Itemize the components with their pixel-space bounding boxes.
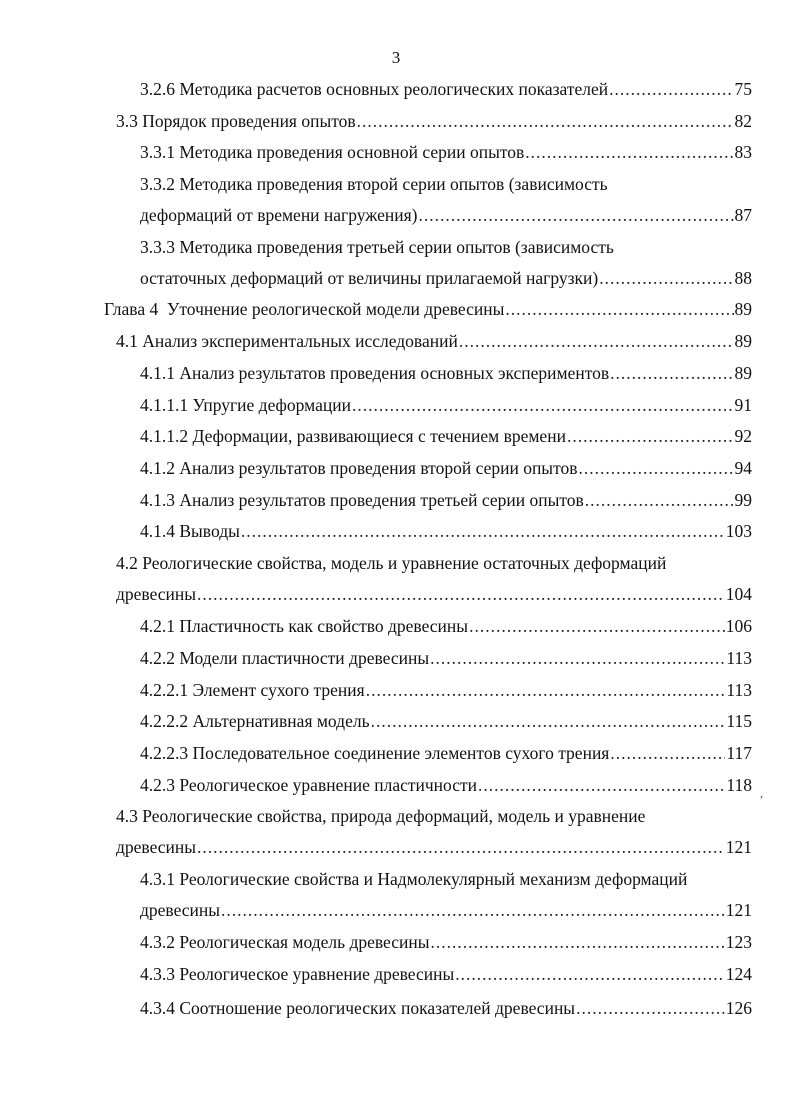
dot-leader — [431, 927, 725, 958]
toc-page-number: 121 — [725, 900, 752, 920]
toc-page-number: 82 — [734, 111, 752, 131]
toc-page-number: 123 — [725, 932, 752, 952]
toc-entry-title: 4.1.1.2 Деформации, развивающиеся с течением времени — [140, 426, 566, 446]
toc-entry-title-line2: древесины — [116, 837, 197, 857]
toc-entry-3-3-2[interactable] — [140, 169, 752, 231]
toc-page-number: 118 — [726, 775, 752, 795]
toc-entry-title: 4.2.2.3 Последовательное соединение элементов сухого трения — [140, 743, 610, 763]
toc-entry-chapter-4[interactable] — [104, 294, 752, 325]
toc-page-number: 113 — [726, 648, 752, 668]
dot-leader — [505, 294, 733, 325]
toc-entry-title-line2: древесины — [140, 900, 221, 920]
toc-entry-4-1-1-2[interactable] — [140, 421, 752, 452]
dot-leader — [197, 832, 725, 863]
dot-leader — [585, 485, 734, 516]
dot-leader — [576, 993, 725, 1024]
toc-entry-4-1-1-1[interactable] — [140, 390, 752, 421]
toc-page-number: 124 — [725, 964, 752, 984]
toc-entry-4-2-2[interactable] — [140, 643, 752, 674]
toc-page-number: 91 — [734, 395, 752, 415]
toc-entry-title-line2: древесины — [116, 584, 197, 604]
toc-entry-3-3-1[interactable] — [140, 137, 752, 168]
toc-page-number: 92 — [734, 426, 752, 446]
toc-entry-4-2-2-3[interactable] — [140, 738, 752, 769]
toc-entry-title: 4.2.2.2 Альтернативная модель — [140, 711, 370, 731]
dot-leader — [525, 137, 733, 168]
toc-entry-title: 4.1 Анализ экспериментальных исследований — [116, 331, 458, 351]
toc-entry-title-line1: 4.2 Реологические свойства, модель и уравнение остаточных деформаций — [116, 553, 667, 573]
toc-entry-title: 4.1.1.1 Упругие деформации — [140, 395, 351, 415]
toc-entry-title: 4.3.3 Реологическое уравнение древесины — [140, 964, 455, 984]
dot-leader — [469, 611, 725, 642]
toc-entry-title-line2: деформаций от времени нагружения) — [140, 205, 418, 225]
toc-page-number: 126 — [725, 998, 752, 1018]
toc-entry-title-line1: 3.3.2 Методика проведения второй серии опытов (зависимость — [140, 174, 608, 194]
toc-entry-4-2-2-1[interactable] — [140, 675, 752, 706]
dot-leader — [599, 263, 733, 294]
toc-entry-4-3-3[interactable] — [140, 959, 752, 990]
toc-entry-title: 3.3 Порядок проведения опытов — [116, 111, 356, 131]
toc-page-number: 75 — [734, 79, 752, 99]
toc-entry-4-1-1[interactable] — [140, 358, 752, 389]
toc-page-number: 89 — [734, 363, 752, 383]
toc-entry-title: 4.1.4 Выводы — [140, 521, 240, 541]
toc-entry-4-3-1[interactable] — [140, 864, 752, 926]
toc-page-number: 121 — [725, 837, 752, 857]
toc-entry-title: Глава 4 Уточнение реологической модели древесины — [104, 299, 505, 319]
toc-entry-title: 4.2.2.1 Элемент сухого трения — [140, 680, 365, 700]
page-number: 3 — [391, 48, 401, 67]
dot-leader — [579, 453, 734, 484]
toc-entry-3-2-6[interactable] — [140, 74, 752, 105]
dot-leader — [366, 675, 726, 706]
toc-entry-title: 4.3.2 Реологическая модель древесины — [140, 932, 430, 952]
toc-entry-4-1-4[interactable] — [140, 516, 752, 547]
toc-page-number: 88 — [734, 268, 752, 288]
toc-page-number: 99 — [734, 490, 752, 510]
toc-entry-4-2[interactable] — [116, 548, 752, 610]
toc-entry-title: 4.2.3 Реологическое уравнение пластичности — [140, 775, 477, 795]
toc-page-number: 106 — [725, 616, 752, 636]
toc-entry-title: 4.2.1 Пластичность как свойство древесины — [140, 616, 469, 636]
dot-leader — [478, 770, 725, 801]
toc-entry-4-1-3[interactable] — [140, 485, 752, 516]
toc-page-number: 89 — [734, 299, 752, 319]
dot-leader — [371, 706, 726, 737]
toc-entry-title: 4.3.4 Соотношение реологических показателей древесины — [140, 998, 576, 1018]
dot-leader — [430, 643, 725, 674]
dot-leader — [352, 390, 734, 421]
toc-entry-3-3-3[interactable] — [140, 232, 752, 294]
toc-entry-title-line2: остаточных деформаций от величины прилагаемой нагрузки) — [140, 268, 599, 288]
toc-page-number: 117 — [726, 743, 752, 763]
dot-leader — [610, 358, 733, 389]
toc-entry-title: 4.1.3 Анализ результатов проведения третьей серии опытов — [140, 490, 584, 510]
toc-entry-4-2-1[interactable] — [140, 611, 752, 642]
dot-leader — [459, 326, 734, 357]
dot-leader — [567, 421, 734, 452]
dot-leader — [241, 516, 725, 547]
toc-page-number: 89 — [734, 331, 752, 351]
toc-entry-title: 3.3.1 Методика проведения основной серии опытов — [140, 142, 525, 162]
toc-entry-title: 4.1.2 Анализ результатов проведения второй серии опытов — [140, 458, 578, 478]
dot-leader — [357, 106, 734, 137]
toc-entry-title: 4.1.1 Анализ результатов проведения основных экспериментов — [140, 363, 610, 383]
toc-entry-title: 3.2.6 Методика расчетов основных реологических показателей — [140, 79, 609, 99]
toc-page-number: 104 — [725, 584, 752, 604]
toc-entry-4-2-2-2[interactable] — [140, 706, 752, 737]
dot-leader — [610, 738, 725, 769]
dot-leader — [455, 959, 724, 990]
toc-page-number: 94 — [734, 458, 752, 478]
toc-page-number: 83 — [734, 142, 752, 162]
toc-entry-4-3-4[interactable] — [140, 993, 752, 1024]
dot-leader — [221, 895, 725, 926]
toc-entry-4-2-3[interactable] — [140, 770, 752, 801]
dot-leader — [419, 200, 734, 231]
toc-entry-4-1-2[interactable] — [140, 453, 752, 484]
toc-entry-title-line1: 3.3.3 Методика проведения третьей серии опытов (зависимость — [140, 237, 614, 257]
dot-leader — [197, 579, 725, 610]
toc-entry-4-3-2[interactable] — [140, 927, 752, 958]
toc-page-number: 115 — [726, 711, 752, 731]
dot-leader — [609, 74, 733, 105]
toc-page-number: 103 — [725, 521, 752, 541]
toc-entry-4-3[interactable] — [116, 801, 752, 863]
toc-page-number: 87 — [734, 205, 752, 225]
toc-page-number: 113 — [726, 680, 752, 700]
toc-entry-3-3[interactable] — [116, 106, 752, 137]
toc-entry-title-line1: 4.3.1 Реологические свойства и Надмолекулярный механизм деформаций — [140, 869, 688, 889]
toc-entry-4-1[interactable] — [116, 326, 752, 357]
toc-entry-title-line1: 4.3 Реологические свойства, природа деформаций, модель и уравнение — [116, 806, 646, 826]
scan-artifact-mark: , — [760, 786, 763, 800]
toc-entry-title: 4.2.2 Модели пластичности древесины — [140, 648, 430, 668]
